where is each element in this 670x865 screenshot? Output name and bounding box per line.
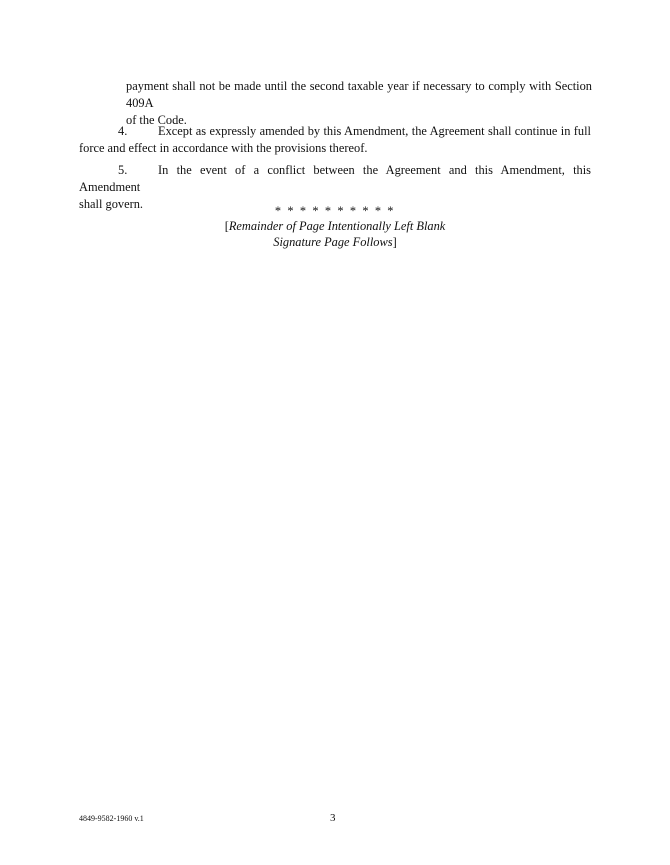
document-id: 4849-9582-1960 v.1 [79,814,144,823]
paragraph-5-line-1 [79,162,591,196]
remainder-notice-text-1: Remainder of Page Intentionally Left Blank [228,219,446,233]
continued-paragraph [126,78,592,129]
remainder-notice-text-2: Signature Page Follows [273,235,393,249]
paragraph-4-line-1 [79,123,591,140]
remainder-close-bracket: ] [392,235,397,249]
section-separator: * * * * * * * * * * [274,204,396,218]
paragraph-4-text-1: Except as expressly amended by this Amendment, the Agreement shall continue in full [158,124,591,138]
paragraph-4-line-2: force and effect in accordance with the provisions thereof. [79,141,368,155]
remainder-open-bracket: [ [224,219,229,233]
paragraph-5-number: 5. [118,163,128,177]
remainder-notice [79,218,591,250]
remainder-notice-line-2 [79,234,591,250]
continued-paragraph-line-2: of the Code. [126,113,187,127]
paragraph-5-text-1: In the event of a conflict between the Agreement and this Amendment, this Amendment [79,163,591,194]
remainder-notice-line-1 [79,218,591,234]
paragraph-5-line-2: shall govern. [79,197,144,211]
paragraph-4 [79,123,591,157]
paragraph-4-number: 4. [118,124,128,138]
continued-paragraph-line-1: payment shall not be made until the second taxable year if necessary to comply with Section 409A [126,79,592,110]
page-number: 3 [330,812,336,824]
